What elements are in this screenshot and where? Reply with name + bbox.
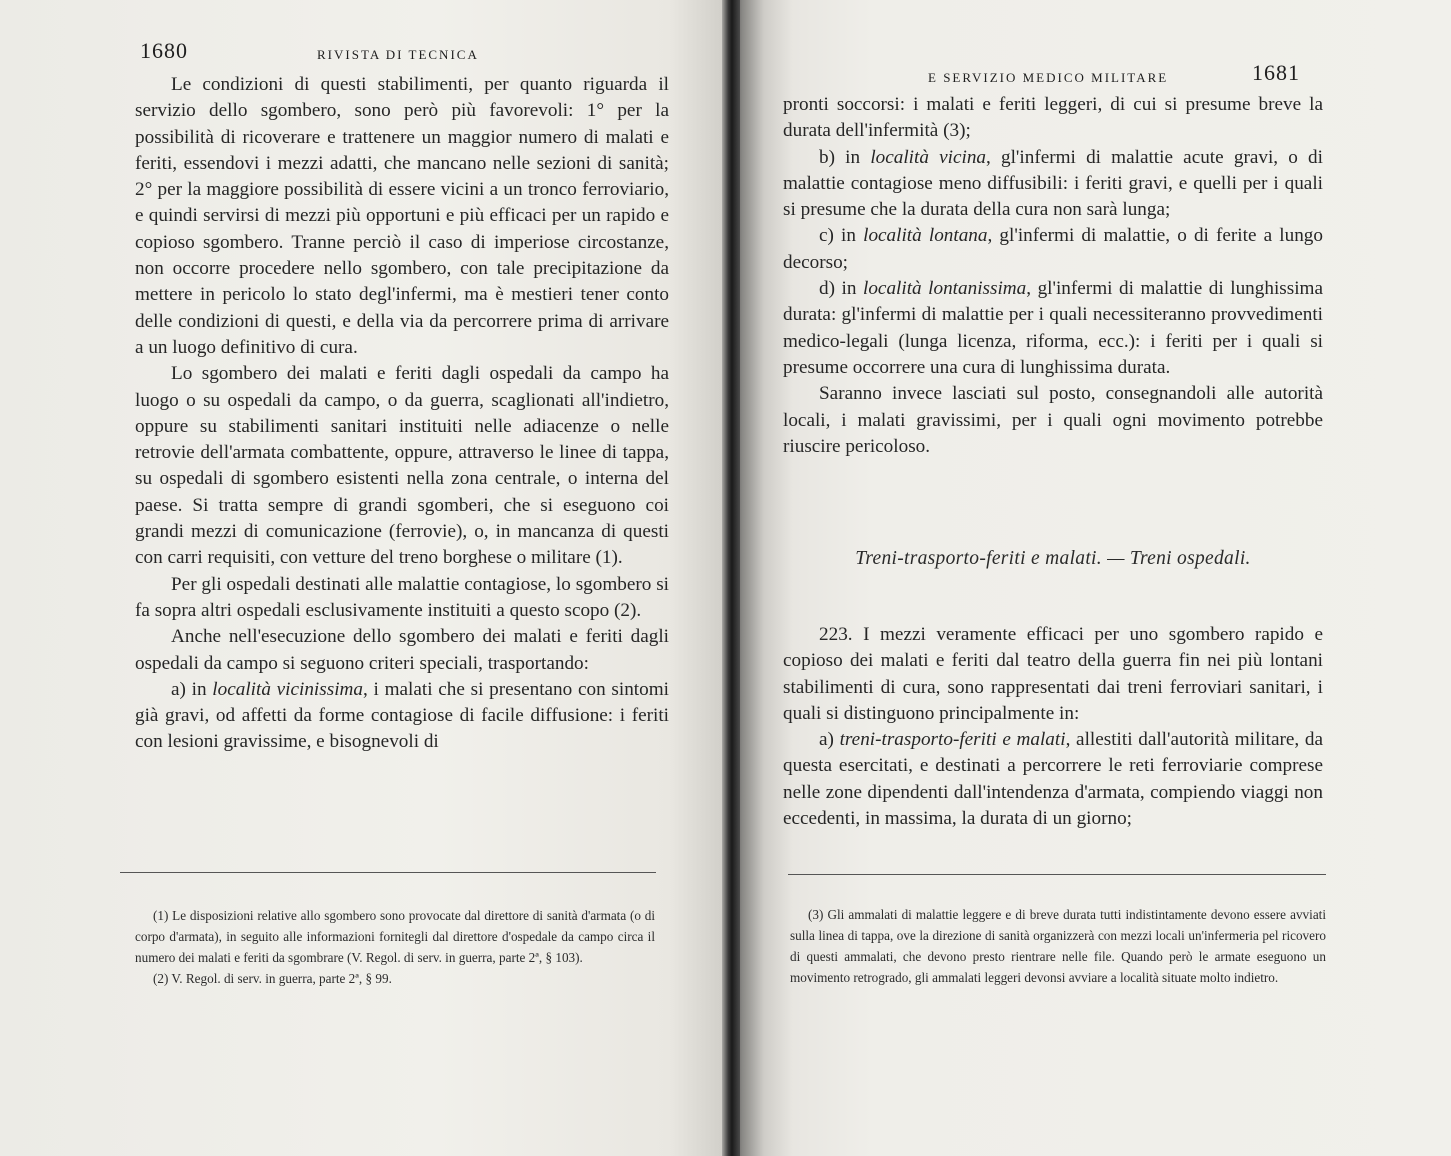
page-number: 1681	[1252, 60, 1300, 85]
paragraph: Per gli ospedali destinati alle malattie contagiose, lo sgombero si fa sopra altri ospedali esclusivamente instituiti a questo scopo (2).	[135, 573, 669, 621]
paragraph: 223. I mezzi veramente efficaci per uno sgombero rapido e copioso dei malati e feriti dal teatro della guerra fin nei più lontani stabilimenti di cura, sono rappresentati dai treni ferroviari sanitari, i quali si distinguono principalmente in:	[783, 624, 1323, 724]
paragraph: Anche nell'esecuzione dello sgombero dei malati e feriti dagli ospedali da campo si seguono criteri speciali, trasportando:	[135, 626, 669, 674]
item-prefix: b) in	[819, 146, 871, 168]
running-head: RIVISTA DI TECNICA	[317, 47, 479, 62]
running-head: E SERVIZIO MEDICO MILITARE	[928, 70, 1169, 85]
right-body-text-2	[783, 622, 1323, 832]
right-body-text	[783, 92, 1323, 460]
paragraph: Lo sgombero dei malati e feriti dagli ospedali da campo ha luogo o su ospedali da campo, o da guerra, scaglionati all'indietro, oppure su stabilimenti sanitari instituiti nelle adiacenze o nelle retrovie dell'armata combattente, oppure, attraverso le linee di tappa, su ospedali di sgombero esistenti nella zona centrale, o interna del paese. Si tratta sempre di grandi sgomberi, che si eseguono coi grandi mezzi di comunicazione (ferrovie), o, in mancanza di questi con carri requisiti, con vetture del treno borghese o militare (1).	[135, 363, 669, 569]
paragraph: Le condizioni di questi stabilimenti, per quanto riguarda il servizio dello sgombero, sono però più favorevoli: 1° per la possibilità di ricoverare e trattenere un maggior numero di malati e feriti, essendovi i mezzi adatti, che mancano nelle sezioni di sanità; 2° per la maggiore possibilità di essere vicini a un tronco ferroviario, e quindi servirsi di mezzi più opportuni e più efficaci per un rapido e copioso sgombero. Tranne perciò il caso di imperiose circostanze, non occorre procedere nello sgombero, con tale precipitazione da mettere in pericolo lo stato degl'infermi, ma è mestieri tener conto delle condizioni di questi, e della via da percorrere prima di arrivare a un luogo definitivo di cura.	[135, 74, 669, 358]
footnote-divider	[788, 874, 1326, 875]
footnote: (2) V. Regol. di serv. in guerra, parte 2ª, § 99.	[153, 971, 392, 986]
left-footnotes	[135, 905, 655, 989]
book-gutter	[722, 0, 740, 1156]
item-text: , i malati che si presentano con sintomi già gravi, od affetti da forme contagiose di facile diffusione: i feriti con lesioni gravissime, e bisognevoli di	[135, 678, 669, 753]
list-item	[783, 223, 1323, 276]
footnote: (1) Le disposizioni relative allo sgombero sono provocate dal direttore di sanità d'armata (o di corpo d'armata), in seguito alle informazioni fornitegli dal direttore d'ospedale da campo circa il numero dei malati e feriti da sgombrare (V. Regol. di serv. in guerra, parte 2ª, § 103).	[135, 908, 655, 965]
item-prefix: c) in	[819, 225, 864, 247]
paragraph: pronti soccorsi: i malati e feriti leggeri, di cui si presume breve la durata dell'infermità (3);	[783, 94, 1323, 142]
item-text: , gl'infermi di malattie, o di ferite a lungo decorso;	[783, 225, 1323, 273]
item-italic: località vicinissima	[212, 678, 363, 700]
item-italic: treni-trasporto-feriti e malati	[839, 729, 1066, 751]
item-text: , allestiti dall'autorità militare, da questa esercitati, e destinati a percorrere le reti ferroviarie comprese nelle zone dipendenti dall'intendenza d'armata, compiendo viaggi non eccedenti, in massima, la durata di un giorno;	[783, 729, 1324, 830]
item-italic: località lontanissima	[863, 278, 1027, 300]
list-item	[783, 145, 1323, 224]
item-prefix: d) in	[819, 278, 863, 300]
section-title: Treni-trasporto-feriti e malati. — Treni ospedali.	[855, 548, 1251, 569]
footnote: (3) Gli ammalati di malattie leggere e di breve durata tutti indistintamente devono essere avviati sulla linea di tappa, ove la direzione di sanità organizzerà con mezzi locali un'infermeria pel ricovero di questi ammalati, che devono presto rientrare nelle file. Quando però le armate eseguono un movimento retrogrado, gli ammalati leggeri devonsi avviare a località situate molto indietro.	[790, 907, 1326, 985]
page-number: 1680	[140, 38, 188, 63]
footnote-divider	[120, 872, 656, 873]
item-text: , gl'infermi di malattie acute gravi, o di malattie contagiose meno diffusibili: i feriti gravi, e quelli per i quali si presume che la durata della cura non sarà lunga;	[783, 146, 1323, 221]
list-item	[783, 276, 1323, 381]
item-italic: località lontana	[863, 225, 988, 247]
right-page	[728, 0, 1451, 1156]
list-item	[135, 677, 669, 756]
item-text: , gl'infermi di malattie di lunghissima durata: gl'infermi di malattie per i quali necessiteranno provvedimenti medico-legali (lunga licenza, riforma, ecc.): i feriti per i quali si presume occorrere una cura di lunghissima durata.	[783, 278, 1323, 378]
item-italic: località vicina	[870, 146, 987, 168]
left-body-text	[135, 72, 669, 756]
right-footnotes	[790, 904, 1326, 988]
item-prefix: a) in	[171, 678, 213, 700]
item-prefix: a)	[819, 729, 840, 751]
paragraph: Saranno invece lasciati sul posto, consegnandoli alle autorità locali, i malati gravissimi, per i quali ogni movimento potrebbe riuscire pericoloso.	[783, 383, 1323, 457]
list-item	[783, 727, 1323, 832]
